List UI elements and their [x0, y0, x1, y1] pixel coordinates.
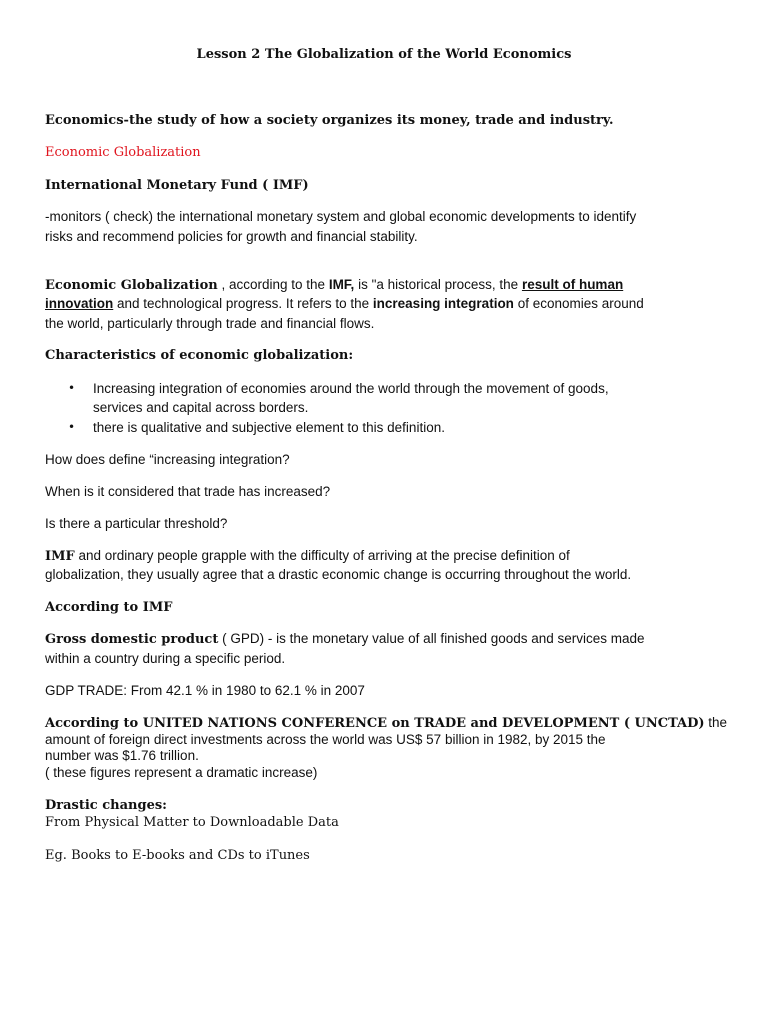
- drastic-changes-heading: Drastic changes:: [45, 798, 167, 813]
- globalization-paragraph-line-3: the world, particularly through trade and financial flows.: [45, 316, 375, 331]
- question-3: Is there a particular threshold?: [45, 516, 228, 531]
- imf-bold: IMF: [45, 549, 75, 564]
- characteristics-heading: Characteristics of economic globalization:: [45, 348, 354, 363]
- text-segment: of economies around: [513, 296, 644, 311]
- gdp-trade-figure: GDP TRADE: From 42.1 % in 1980 to 62.1 % in 2007: [45, 683, 365, 698]
- text-segment: and ordinary people grapple with the difficulty of arriving at the precise definition of: [74, 548, 570, 563]
- bullet-2-text: there is qualitative and subjective element to this definition.: [93, 420, 445, 435]
- bullet-item-2: [0, 418, 768, 438]
- unctad-line-4: ( these figures represent a dramatic increase): [45, 765, 318, 780]
- globalization-paragraph-line-1: [45, 275, 735, 295]
- question-2: When is it considered that trade has increased?: [45, 484, 331, 499]
- imf-description-line-2: risks and recommend policies for growth and financial stability.: [45, 229, 418, 244]
- increasing-integration-phrase: increasing integration: [372, 296, 514, 311]
- unctad-heading: According to UNITED NATIONS CONFERENCE on TRADE and DEVELOPMENT ( UNCTAD): [45, 716, 705, 731]
- text-segment: the: [704, 715, 728, 730]
- page-title: Lesson 2 The Globalization of the World Economics: [196, 47, 572, 62]
- gdp-term: Gross domestic product: [45, 632, 219, 647]
- term-economic-globalization: Economic Globalization: [45, 278, 218, 293]
- imf-bold: IMF,: [328, 277, 355, 292]
- drastic-changes-line: From Physical Matter to Downloadable Data: [45, 815, 339, 830]
- globalization-paragraph-line-2: [45, 294, 735, 313]
- gdp-definition-line-1: [45, 629, 735, 649]
- question-1: How does define “increasing integration?: [45, 452, 290, 467]
- bullet-1-line-2: services and capital across borders.: [93, 400, 309, 415]
- economics-definition: Economics-the study of how a society organizes its money, trade and industry.: [45, 113, 614, 128]
- bullet-icon: •: [68, 420, 76, 434]
- text-segment: , according to the: [217, 277, 329, 292]
- bullet-icon: •: [68, 381, 76, 395]
- according-to-imf-heading: According to IMF: [45, 600, 173, 615]
- imf-paragraph-line-2: globalization, they usually agree that a drastic economic change is occurring throughout the world.: [45, 567, 632, 582]
- bullet-1-line-1: Increasing integration of economies around the world through the movement of goods,: [93, 381, 609, 396]
- imf-paragraph-line-1: [45, 546, 735, 566]
- innovation-phrase: innovation: [45, 296, 114, 311]
- gdp-definition-line-2: within a country during a specific period.: [45, 651, 286, 666]
- text-segment: is "a historical process, the: [354, 277, 522, 292]
- text-segment: ( GPD) - is the monetary value of all finished goods and services made: [218, 631, 645, 646]
- imf-description-line-1: -monitors ( check) the international monetary system and global economic developments to identify: [45, 209, 637, 224]
- text-segment: and technological progress. It refers to the: [113, 296, 373, 311]
- result-of-human-phrase: result of human: [521, 277, 624, 292]
- imf-heading: International Monetary Fund ( IMF): [45, 178, 309, 193]
- bullet-item-1: [0, 379, 768, 399]
- section-heading-economic-globalization: Economic Globalization: [45, 145, 201, 160]
- unctad-line-3: number was $1.76 trillion.: [45, 748, 199, 763]
- unctad-line-2: amount of foreign direct investments across the world was US$ 57 billion in 1982, by 2015 the: [45, 732, 606, 747]
- drastic-changes-example: Eg. Books to E-books and CDs to iTunes: [45, 848, 310, 863]
